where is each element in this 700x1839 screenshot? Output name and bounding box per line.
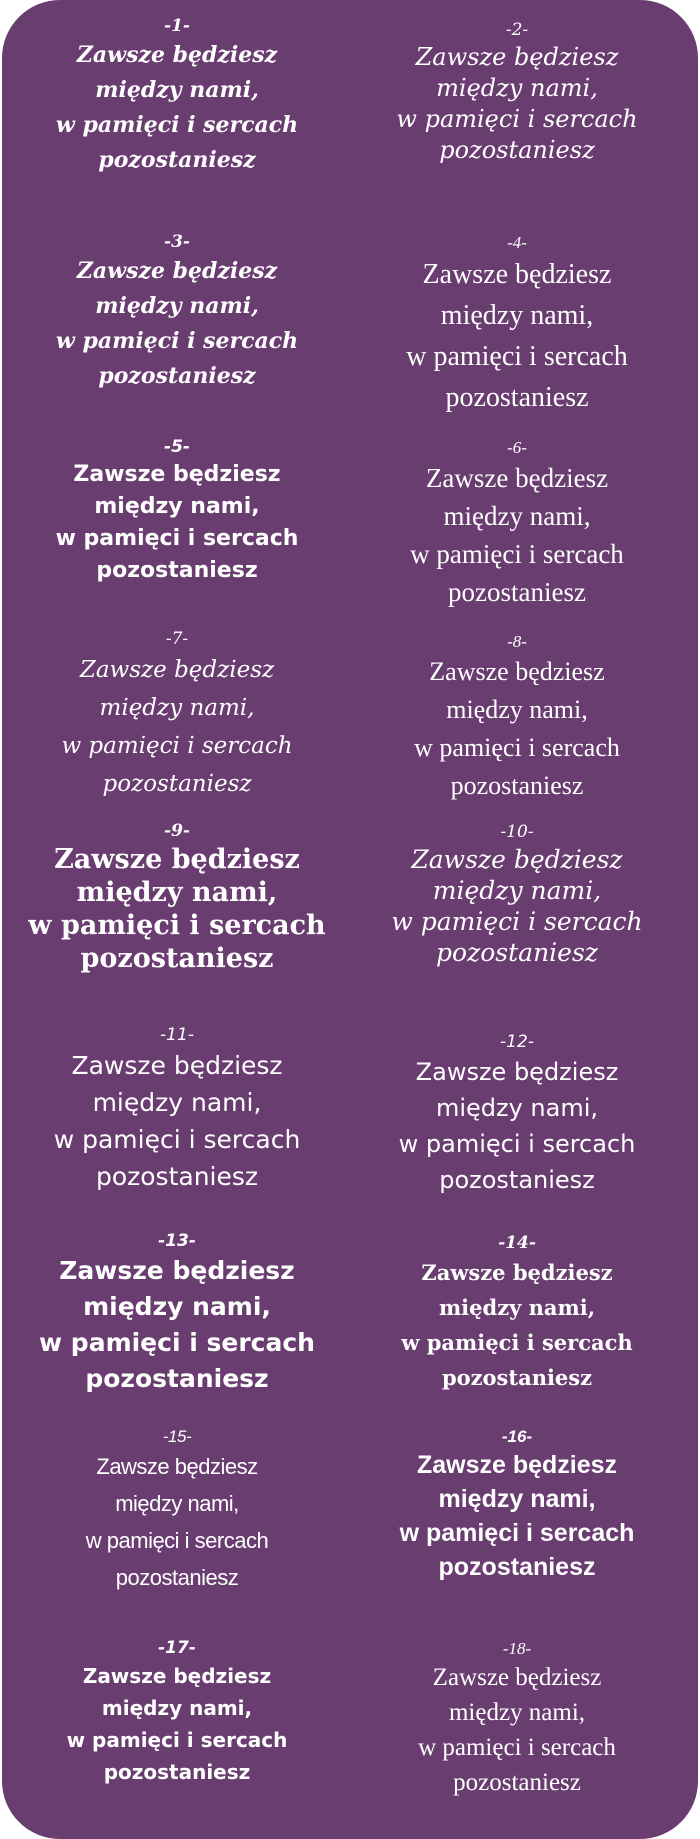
verse-line-4: pozostaniesz [448,577,586,607]
verse-number: -14- [498,1233,536,1253]
verse-line-2: między nami, [76,877,278,908]
verse-line-1: Zawsze będziesz [76,42,278,68]
verse-line-4: pozostaniesz [80,943,274,974]
verse-line-1: Zawsze będziesz [425,463,609,493]
verse-line-4: pozostaniesz [453,1769,581,1796]
verse-line-1: Zawsze będziesz [73,462,281,487]
verse-line-2: między nami, [446,695,588,724]
verse-line-4: pozostaniesz [85,1364,269,1393]
verse-line-2: między nami, [83,1292,271,1321]
verse-number: -3- [164,232,190,252]
verse-line-1: Zawsze będziesz [421,1260,613,1285]
verse-8 [347,633,687,805]
verse-line-3: w pamięci i sercach [406,341,628,372]
verse-line-4: pozostaniesz [438,1553,596,1581]
verse-line-3: w pamięci i sercach [39,1328,315,1357]
verse-line-2: między nami, [438,1295,596,1320]
verse-line-4: pozostaniesz [98,363,256,389]
verse-line-4: pozostaniesz [439,136,595,164]
verse-line-3: w pamięci i sercach [391,907,643,936]
verse-line-2: między nami, [436,74,598,102]
verse-line-1: Zawsze będziesz [96,1454,258,1479]
verse-line-4: pozostaniesz [445,382,589,413]
verse-number: -5- [164,437,190,457]
verse-line-2: między nami, [435,1094,599,1122]
verse-3 [7,234,347,394]
verse-number: -7- [165,629,189,649]
verse-line-3: w pamięci i sercach [418,1734,616,1761]
verse-6 [347,439,687,611]
verse-line-1: Zawsze będziesz [71,1051,283,1080]
verse-line-3: w pamięci i sercach [396,105,638,133]
verse-line-3: w pamięci i sercach [401,1330,633,1355]
verse-11 [7,1027,347,1195]
verse-line-3: w pamięci i sercach [55,328,299,354]
verse-line-1: Zawsze będziesz [54,844,300,875]
verse-number: -11- [160,1025,194,1045]
verse-number: -13- [158,1231,196,1251]
verse-10 [347,824,687,968]
verse-line-3: w pamięci i sercach [28,910,326,941]
verse-line-3: w pamięci i sercach [55,112,299,138]
verse-line-4: pozostaniesz [103,1760,251,1784]
verse-number: -17- [158,1638,196,1658]
verse-line-1: Zawsze będziesz [422,259,612,290]
verse-line-4: pozostaniesz [439,1166,595,1194]
verse-line-2: między nami, [95,293,259,319]
verse-sheet [2,0,698,1839]
verse-line-2: między nami, [94,494,260,519]
verse-line-4: pozostaniesz [96,558,258,583]
verse-line-3: w pamięci i sercach [53,1125,301,1154]
verse-line-3: w pamięci i sercach [66,1728,288,1752]
verse-line-2: między nami, [432,876,602,905]
verse-number: -18- [502,1639,532,1658]
verse-line-2: między nami, [438,1485,596,1513]
verse-12 [347,1034,687,1198]
verse-line-4: pozostaniesz [450,771,584,800]
verse-line-1: Zawsze będziesz [416,1451,618,1479]
verse-line-2: między nami, [95,77,259,103]
verse-line-1: Zawsze będziesz [432,1664,602,1691]
verse-line-1: Zawsze będziesz [82,1664,272,1688]
verse-18 [347,1640,687,1800]
verse-number: -6- [507,438,527,457]
verse-line-1: Zawsze będziesz [411,845,623,874]
verse-number: -8- [507,632,527,651]
verse-line-2: między nami, [448,1699,586,1726]
verse-13 [7,1233,347,1397]
verse-line-3: w pamięci i sercach [410,539,624,569]
verse-5 [7,439,347,587]
verse-15 [7,1428,347,1596]
verse-1 [7,18,347,178]
verse-line-4: pozostaniesz [115,1565,239,1590]
verse-17 [7,1640,347,1788]
verse-16 [347,1428,687,1584]
verse-line-3: w pamięci i sercach [414,733,620,762]
verse-9 [7,823,347,975]
verse-number: -10- [500,822,534,842]
verse-line-3: w pamięci i sercach [55,526,299,551]
verse-line-4: pozostaniesz [436,938,598,967]
verse-2 [347,22,687,166]
verse-line-1: Zawsze będziesz [429,657,605,686]
verse-line-2: między nami, [92,1088,262,1117]
verse-line-3: w pamięci i sercach [398,1130,636,1158]
verse-7 [7,631,347,803]
verse-number: -12- [500,1032,534,1052]
verse-line-2: między nami, [115,1491,239,1516]
verse-line-2: między nami, [101,1696,253,1720]
verse-line-1: Zawsze będziesz [415,1058,619,1086]
verse-line-1: Zawsze będziesz [415,43,619,71]
verse-number: -16- [501,1427,533,1446]
verse-line-4: pozostaniesz [95,1162,259,1191]
verse-line-3: w pamięci i sercach [61,733,293,759]
verse-line-1: Zawsze będziesz [59,1256,295,1285]
verse-line-2: między nami, [99,695,255,721]
verse-4 [347,234,687,418]
verse-line-1: Zawsze będziesz [76,258,278,284]
verse-line-4: pozostaniesz [98,147,256,173]
verse-line-1: Zawsze będziesz [79,657,275,683]
verse-number: -4- [507,233,527,252]
verse-14 [347,1235,687,1395]
verse-line-2: między nami, [440,300,594,331]
verse-line-3: w pamięci i sercach [399,1519,635,1547]
verse-number: -1- [164,16,190,36]
verse-number: -2- [505,20,529,40]
verse-number: -9- [164,821,190,841]
verse-line-4: pozostaniesz [102,771,252,797]
verse-line-3: w pamięci i sercach [85,1528,269,1553]
verse-line-4: pozostaniesz [441,1365,593,1390]
verse-line-2: między nami, [443,501,591,531]
verse-number: -15- [162,1427,192,1446]
